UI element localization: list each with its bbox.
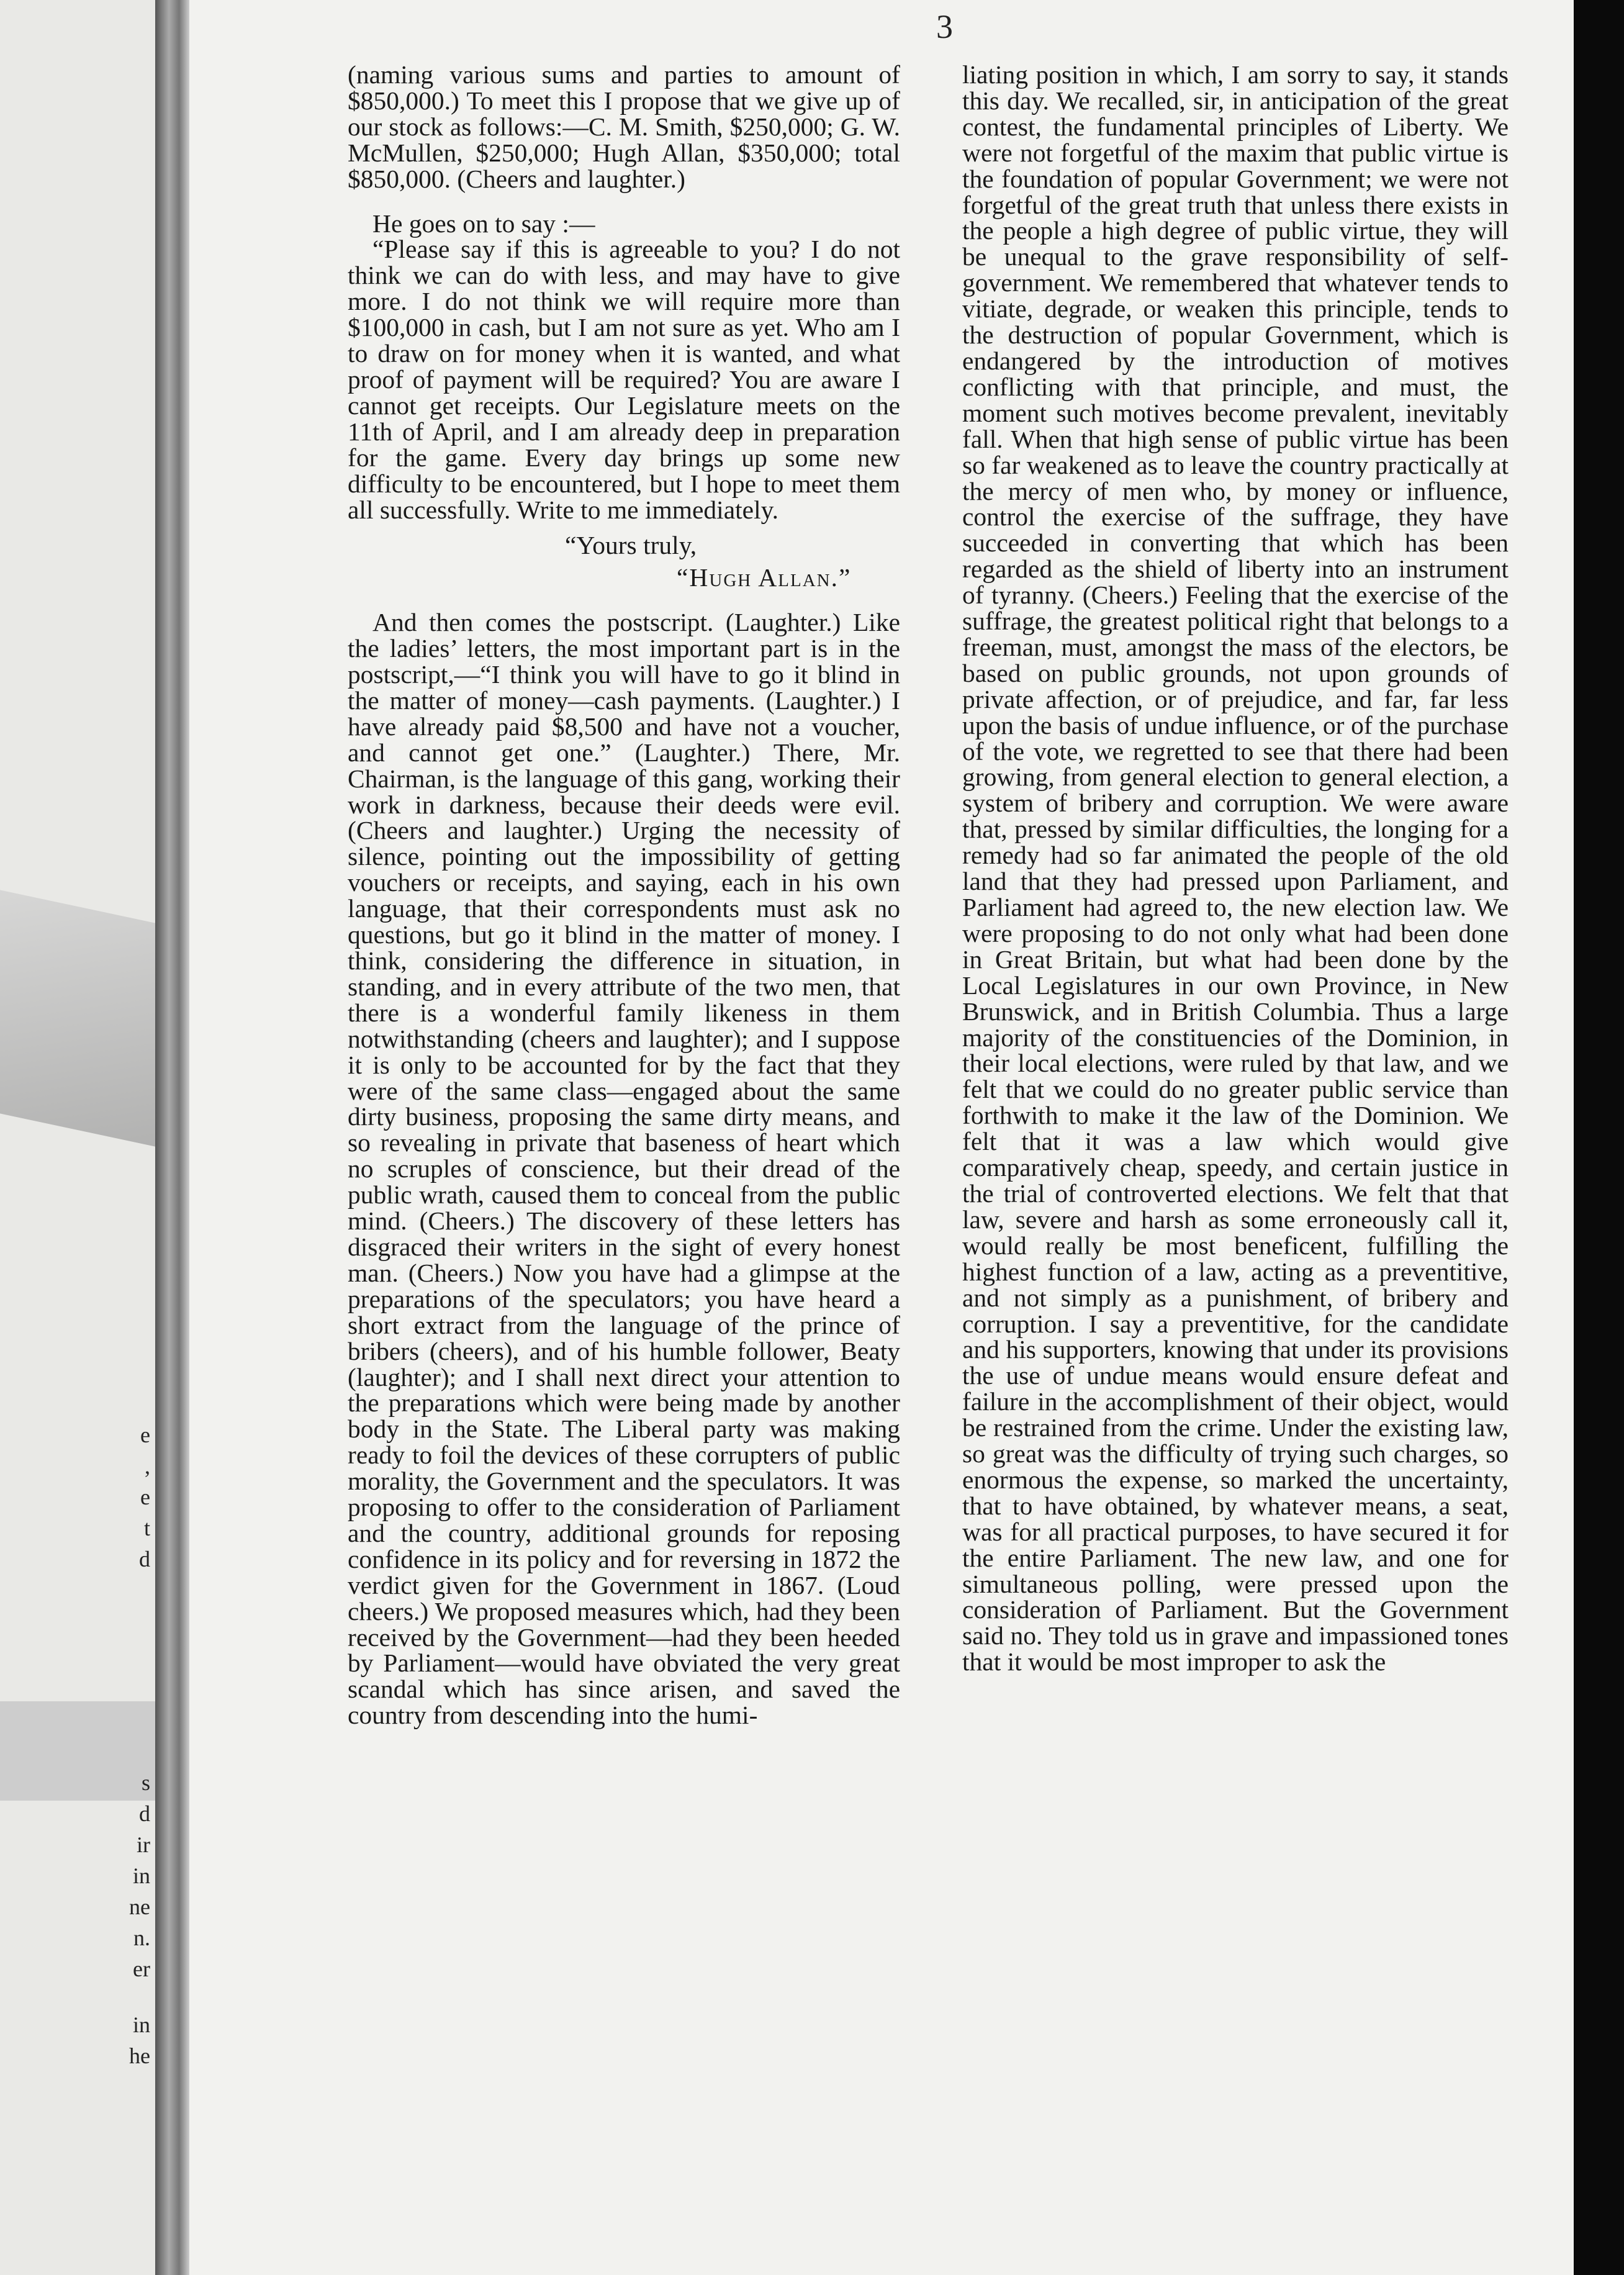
text-fragment: er (133, 1956, 150, 1981)
right-column (962, 62, 1509, 1675)
paragraph: He goes on to say :— (372, 209, 595, 238)
letter-closing: “Yours truly, (565, 531, 697, 560)
text-fragment: he (129, 2043, 150, 2068)
text-fragment: s (141, 1770, 150, 1795)
text-fragment: in (132, 1863, 150, 1888)
text-fragment: d (139, 1801, 150, 1826)
paragraph: (naming various sums and parties to amount of $850,000.) To meet this I propose that we give up of our stock as follows:—C. M. Smith, $250,000; G. W. McMullen, $250,000; Hugh Allan, $350,000; total $850,000. (Cheers and laughter.) (348, 60, 900, 193)
left-column (348, 62, 900, 1729)
text-fragment: e (140, 1485, 150, 1509)
text-fragment: in (132, 2012, 150, 2037)
previous-page-edge (0, 0, 155, 2275)
quoted-letter: “Please say if this is agreeable to you? I do not think we can do with less, and may have to give more. I do not think we will require more than $100,000 in cash, but I am not sure as yet. Who am I to draw on for money when it is wanted, and what proof of payment will be required? You are aware I cannot get receipts. Our Legislature meets on the 11th of April, and I am already deep in preparation for the game. Every day brings up some new difficulty to be encountered, but I hope to meet them all successfully. Write to me immediately. (348, 235, 900, 524)
text-fragment: n. (133, 1925, 150, 1950)
text-fragment: ne (129, 1894, 150, 1919)
text-fragment: d (139, 1547, 150, 1572)
text-fragment: t (143, 1516, 150, 1540)
paragraph: And then comes the postscript. (Laughter.) Like the ladies’ letters, the most important part is in the postscript,—“I think you will have to go it blind in the matter of money—cash payments. (Laughter.) I have already paid $8,500 and have not a voucher, and cannot get one.” (Laughter.) There, Mr. Chairman, is the language of this gang, working their work in darkness, because their deeds were evil. (Cheers and laughter.) Urging the necessity of silence, pointing out the impossibility of getting vouchers or receipts, and saying, each in his own language, that their correspondents must ask no questions, but go it blind in the matter of money. I think, considering the difference in situation, in standing, and in every attribute of the two men, that there is a wonderful family likeness in them notwithstanding (cheers and laughter); and I suppose it is only to be accounted for by the fact that they were of the same class—engaged about the same dirty business, proposing the same dirty means, and so revealing in private that baseness of heart which no scruples of conscience, but their dread of the public wrath, caused them to conceal from the public mind. (Cheers.) The discovery of these letters has disgraced their writers in the sight of every honest man. (Cheers.) Now you have had a glimpse at the preparations of the speculators; you have heard a short extract from the language of the prince of bribers (cheers), and of his humble follower, Beaty (laughter); and I shall next direct your attention to the preparations which were being made by another body in the State. The Liberal party was making ready to foil the devices of these corrupters of public morality, the Government and the speculators. It was proposing to offer to the consideration of Parliament and the country, additional grounds for reposing confidence in its policy and for reversing in 1872 the verdict given for the Government in 1867. (Loud cheers.) We proposed measures which, had they been received by the Government—had they been heeded by Parliament—would have obviated the very great scandal which has since arisen, and saved the country from descending into the humi- (348, 608, 900, 1730)
page-number: 3 (936, 8, 953, 45)
text-fragment: , (145, 1454, 150, 1478)
page-smudge (0, 890, 155, 1146)
paragraph: liating position in which, I am sorry to say, it stands this day. We recalled, sir, in anticipation of the great contest, the fundamental principles of Liberty. We were not forgetful of the maxim that public virtue is the foundation of popular Government; we were not forgetful of the great truth that unless there exists in the people a high degree of public virtue, they will be unequal to the grave responsibility of self-government. We remembered that whatever tends to vitiate, degrade, or weaken this principle, tends to the destruction of popular Government, which is endangered by the introduction of motives conflicting with that principle, and must, the moment such motives become prevalent, inevitably fall. When that high sense of public virtue has been so far weakened as to leave the country practically at the mercy of men who, by money or influence, control the exercise of the suffrage, they have succeeded in converting that which has been regarded as the shield of liberty into an instrument of tyranny. (Cheers.) Feeling that the exercise of the suffrage, the greatest political right that belongs to a freeman, must, amongst the mass of the electors, be based on public grounds, not upon grounds of private affection, or of prejudice, and far, far less upon the basis of undue influence, or of the purchase of the vote, we regretted to see that there had been growing, from general election to general election, a system of bribery and corruption. We were aware that, pressed by similar difficulties, the longing for a remedy had so far animated the people of the old land that they had pressed upon Parliament, and Parliament had agreed to, the new election law. We were proposing to do not only what had been done in Great Britain, but what had been done by the Local Legislatures in our own Province, in New Brunswick, and in British Columbia. Thus a large majority of the constituencies of the Dominion, in their local elections, were ruled by that law, and we felt that we could do no greater public service than forthwith to make it the law of the Dominion. We felt that it was a law which would give comparatively cheap, speedy, and certain justice in the trial of controverted elections. We felt that that law, severe and harsh as some erroneously call it, would really be most beneficent, fulfilling the highest function of a law, acting as a preventitive, and not simply as a punishment, of bribery and corruption. I say a preventitive, for the candidate and his supporters, knowing that under its provisions the use of undue means would ensure defeat and failure in the accomplishment of their object, would be restrained from the crime. Under the existing law, so great was the difficulty of trying such charges, so enormous the expense, so marked the uncertainty, that to have obtained, by whatever means, a seat, was for all practical purposes, to have secured it for the entire Parliament. The new law, and one for simultaneous polling, were pressed upon the consideration of Parliament. But the Government said no. They told us in grave and impassioned tones that it would be most improper to ask the (962, 60, 1509, 1676)
page-shadow-band (0, 1701, 155, 1801)
letter-signature: “Hugh Allan.” (677, 563, 852, 592)
scan-border (1574, 0, 1624, 2275)
text-fragment: ir (137, 1832, 150, 1857)
text-fragment: e (140, 1422, 150, 1447)
page-gutter (155, 0, 189, 2275)
